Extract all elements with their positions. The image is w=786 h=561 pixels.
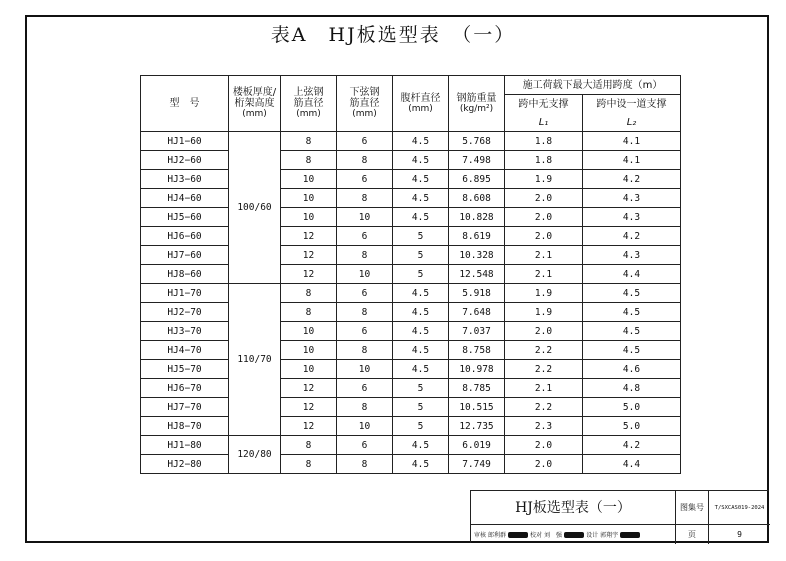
table-cell: 1.9 xyxy=(505,303,583,322)
table-cell: 1.8 xyxy=(505,132,583,151)
table-cell: 5.0 xyxy=(583,417,681,436)
designer-name: 郭翔宇 xyxy=(600,532,619,539)
table-cell: 5 xyxy=(393,246,449,265)
table-cell: 4.5 xyxy=(393,303,449,322)
table-cell: 12.735 xyxy=(449,417,505,436)
table-row xyxy=(141,189,681,208)
table-cell: 4.5 xyxy=(393,284,449,303)
table-cell: 8 xyxy=(281,132,337,151)
table-cell: 4.2 xyxy=(583,170,681,189)
table-cell: 6 xyxy=(337,132,393,151)
table-cell: 4.5 xyxy=(393,322,449,341)
table-cell: 10 xyxy=(337,265,393,284)
table-cell: 2.0 xyxy=(505,455,583,474)
table-cell: 8 xyxy=(337,189,393,208)
table-row xyxy=(141,246,681,265)
table-cell: 8.785 xyxy=(449,379,505,398)
table-row xyxy=(141,341,681,360)
table-cell: 10.328 xyxy=(449,246,505,265)
table-row xyxy=(141,151,681,170)
table-cell: 12.548 xyxy=(449,265,505,284)
table-cell: HJ7−60 xyxy=(141,246,229,265)
table-cell: 6 xyxy=(337,322,393,341)
table-cell: 5 xyxy=(393,379,449,398)
table-cell: HJ4−60 xyxy=(141,189,229,208)
table-row xyxy=(141,455,681,474)
table-row xyxy=(141,132,681,151)
table-cell: HJ1−80 xyxy=(141,436,229,455)
thickness-cell: 110/70 xyxy=(229,284,281,436)
table-cell: 4.5 xyxy=(393,341,449,360)
table-cell: 2.0 xyxy=(505,436,583,455)
table-cell: 8.758 xyxy=(449,341,505,360)
table-cell: 5 xyxy=(393,265,449,284)
table-cell: 12 xyxy=(281,227,337,246)
page-label: 页 xyxy=(676,525,709,544)
table-cell: 4.5 xyxy=(583,284,681,303)
table-cell: 4.5 xyxy=(393,208,449,227)
table-cell: 2.3 xyxy=(505,417,583,436)
table-cell: 12 xyxy=(281,265,337,284)
reviewer-name: 郎利群 xyxy=(488,532,507,539)
header-span2-symbol: L₂ xyxy=(583,113,681,132)
table-cell: 4.5 xyxy=(583,341,681,360)
table-cell: HJ1−70 xyxy=(141,284,229,303)
table-cell: 10 xyxy=(281,170,337,189)
header-weight: 钢筋重量 (kg/m²) xyxy=(449,76,505,132)
table-cell: 8 xyxy=(281,303,337,322)
table-cell: HJ3−70 xyxy=(141,322,229,341)
table-row xyxy=(141,417,681,436)
table-cell: 5.768 xyxy=(449,132,505,151)
selection-table xyxy=(140,75,681,474)
table-cell: 4.5 xyxy=(393,132,449,151)
table-cell: 4.1 xyxy=(583,151,681,170)
table-cell: 6.019 xyxy=(449,436,505,455)
table-cell: 6 xyxy=(337,436,393,455)
table-cell: HJ8−60 xyxy=(141,265,229,284)
page-number: 9 xyxy=(737,530,742,539)
table-cell: 4.5 xyxy=(583,322,681,341)
table-cell: 8 xyxy=(281,284,337,303)
reviewer-signature xyxy=(508,532,528,538)
table-cell: 6 xyxy=(337,379,393,398)
table-cell: 10.978 xyxy=(449,360,505,379)
page-title: 表A HJ板选型表 （一） xyxy=(270,24,516,46)
table-cell: HJ8−70 xyxy=(141,417,229,436)
table-cell: 4.4 xyxy=(583,265,681,284)
table-cell: 8 xyxy=(337,398,393,417)
table-cell: 4.1 xyxy=(583,132,681,151)
table-cell: 4.3 xyxy=(583,189,681,208)
table-cell: 8 xyxy=(281,151,337,170)
table-cell: 7.037 xyxy=(449,322,505,341)
table-row xyxy=(141,303,681,322)
table-cell: 2.0 xyxy=(505,322,583,341)
table-cell: 2.0 xyxy=(505,208,583,227)
table-cell: 5.918 xyxy=(449,284,505,303)
table-cell: 7.498 xyxy=(449,151,505,170)
table-cell: 10 xyxy=(281,208,337,227)
check-label: 校对 xyxy=(530,532,543,539)
table-cell: 6 xyxy=(337,227,393,246)
table-cell: 6 xyxy=(337,284,393,303)
header-bottom-bar: 下弦钢 筋直径 (mm) xyxy=(337,76,393,132)
table-cell: 8 xyxy=(337,303,393,322)
table-cell: HJ7−70 xyxy=(141,398,229,417)
header-top-bar: 上弦钢 筋直径 (mm) xyxy=(281,76,337,132)
table-cell: 6.895 xyxy=(449,170,505,189)
header-span2: 跨中设一道支撑 xyxy=(583,95,681,114)
table-row xyxy=(141,379,681,398)
design-label: 设计 xyxy=(586,532,599,539)
table-cell: 1.9 xyxy=(505,170,583,189)
table-cell: HJ2−60 xyxy=(141,151,229,170)
table-cell: 5 xyxy=(393,417,449,436)
table-cell: 4.5 xyxy=(393,151,449,170)
header-span-group: 施工荷载下最大适用跨度（m） xyxy=(505,76,681,95)
title-block xyxy=(470,490,769,543)
table-row xyxy=(141,398,681,417)
table-cell: 1.9 xyxy=(505,284,583,303)
table-row xyxy=(141,227,681,246)
table-cell: 2.1 xyxy=(505,379,583,398)
table-cell: 7.749 xyxy=(449,455,505,474)
table-cell: HJ2−70 xyxy=(141,303,229,322)
table-cell: HJ3−60 xyxy=(141,170,229,189)
atlas-label: 图集号 xyxy=(676,491,709,525)
table-row xyxy=(141,436,681,455)
table-cell: 4.5 xyxy=(393,436,449,455)
table-cell: 1.8 xyxy=(505,151,583,170)
header-model: 型 号 xyxy=(141,76,229,132)
table-cell: 8.608 xyxy=(449,189,505,208)
table-cell: 10.515 xyxy=(449,398,505,417)
table-cell: 5.0 xyxy=(583,398,681,417)
table-cell: 2.0 xyxy=(505,227,583,246)
header-span1-symbol: L₁ xyxy=(505,113,583,132)
table-cell: 10.828 xyxy=(449,208,505,227)
table-cell: 4.3 xyxy=(583,208,681,227)
table-cell: 12 xyxy=(281,246,337,265)
table-cell: 10 xyxy=(281,189,337,208)
table-cell: 4.8 xyxy=(583,379,681,398)
table-cell: 4.5 xyxy=(393,189,449,208)
table-cell: 5 xyxy=(393,398,449,417)
table-row xyxy=(141,265,681,284)
table-cell: 4.5 xyxy=(393,360,449,379)
table-cell: 10 xyxy=(281,341,337,360)
table-row xyxy=(141,322,681,341)
table-cell: 10 xyxy=(337,360,393,379)
table-cell: 8 xyxy=(281,455,337,474)
table-cell: HJ6−60 xyxy=(141,227,229,246)
checker-signature xyxy=(564,532,584,538)
thickness-cell: 100/60 xyxy=(229,132,281,284)
table-cell: HJ4−70 xyxy=(141,341,229,360)
table-cell: 2.2 xyxy=(505,398,583,417)
table-row xyxy=(141,360,681,379)
table-cell: 5 xyxy=(393,227,449,246)
table-cell: 12 xyxy=(281,398,337,417)
table-cell: 8 xyxy=(337,341,393,360)
table-cell: 2.1 xyxy=(505,265,583,284)
table-cell: 10 xyxy=(281,360,337,379)
table-cell: 12 xyxy=(281,379,337,398)
table-cell: 4.2 xyxy=(583,227,681,246)
header-thickness: 楼板厚度/ 桁架高度 (mm) xyxy=(229,76,281,132)
drawing-name: HJ板选型表（一） xyxy=(471,491,676,525)
table-row xyxy=(141,284,681,303)
table-cell: 4.5 xyxy=(393,170,449,189)
atlas-code: T/SXCAS019-2024 xyxy=(709,491,770,525)
designer-signature xyxy=(620,532,640,538)
table-cell: 12 xyxy=(281,417,337,436)
table-body xyxy=(141,132,681,474)
table-cell: 4.2 xyxy=(583,436,681,455)
table-cell: 2.1 xyxy=(505,246,583,265)
table-cell: 4.3 xyxy=(583,246,681,265)
table-cell: 4.4 xyxy=(583,455,681,474)
table-cell: HJ5−60 xyxy=(141,208,229,227)
table-cell: HJ5−70 xyxy=(141,360,229,379)
table-cell: 8.619 xyxy=(449,227,505,246)
table-cell: 2.2 xyxy=(505,341,583,360)
table-cell: 4.5 xyxy=(583,303,681,322)
table-cell: HJ1−60 xyxy=(141,132,229,151)
table-cell: 6 xyxy=(337,170,393,189)
table-cell: 10 xyxy=(337,208,393,227)
table-cell: 7.648 xyxy=(449,303,505,322)
table-row xyxy=(141,170,681,189)
header-web-bar: 腹杆直径 (mm) xyxy=(393,76,449,132)
table-cell: HJ6−70 xyxy=(141,379,229,398)
review-label: 审核 xyxy=(474,532,487,539)
table-cell: 2.0 xyxy=(505,189,583,208)
table-cell: 10 xyxy=(337,417,393,436)
header-span1: 跨中无支撑 xyxy=(505,95,583,114)
table-cell: 4.6 xyxy=(583,360,681,379)
signature-row xyxy=(471,525,676,544)
thickness-cell: 120/80 xyxy=(229,436,281,474)
table-cell: 8 xyxy=(337,246,393,265)
table-cell: 10 xyxy=(281,322,337,341)
table-row xyxy=(141,208,681,227)
table-cell: 4.5 xyxy=(393,455,449,474)
table-cell: 8 xyxy=(337,151,393,170)
table-cell: 2.2 xyxy=(505,360,583,379)
table-cell: 8 xyxy=(281,436,337,455)
table-cell: HJ2−80 xyxy=(141,455,229,474)
checker-name: 刘 强 xyxy=(544,532,563,539)
table-cell: 8 xyxy=(337,455,393,474)
